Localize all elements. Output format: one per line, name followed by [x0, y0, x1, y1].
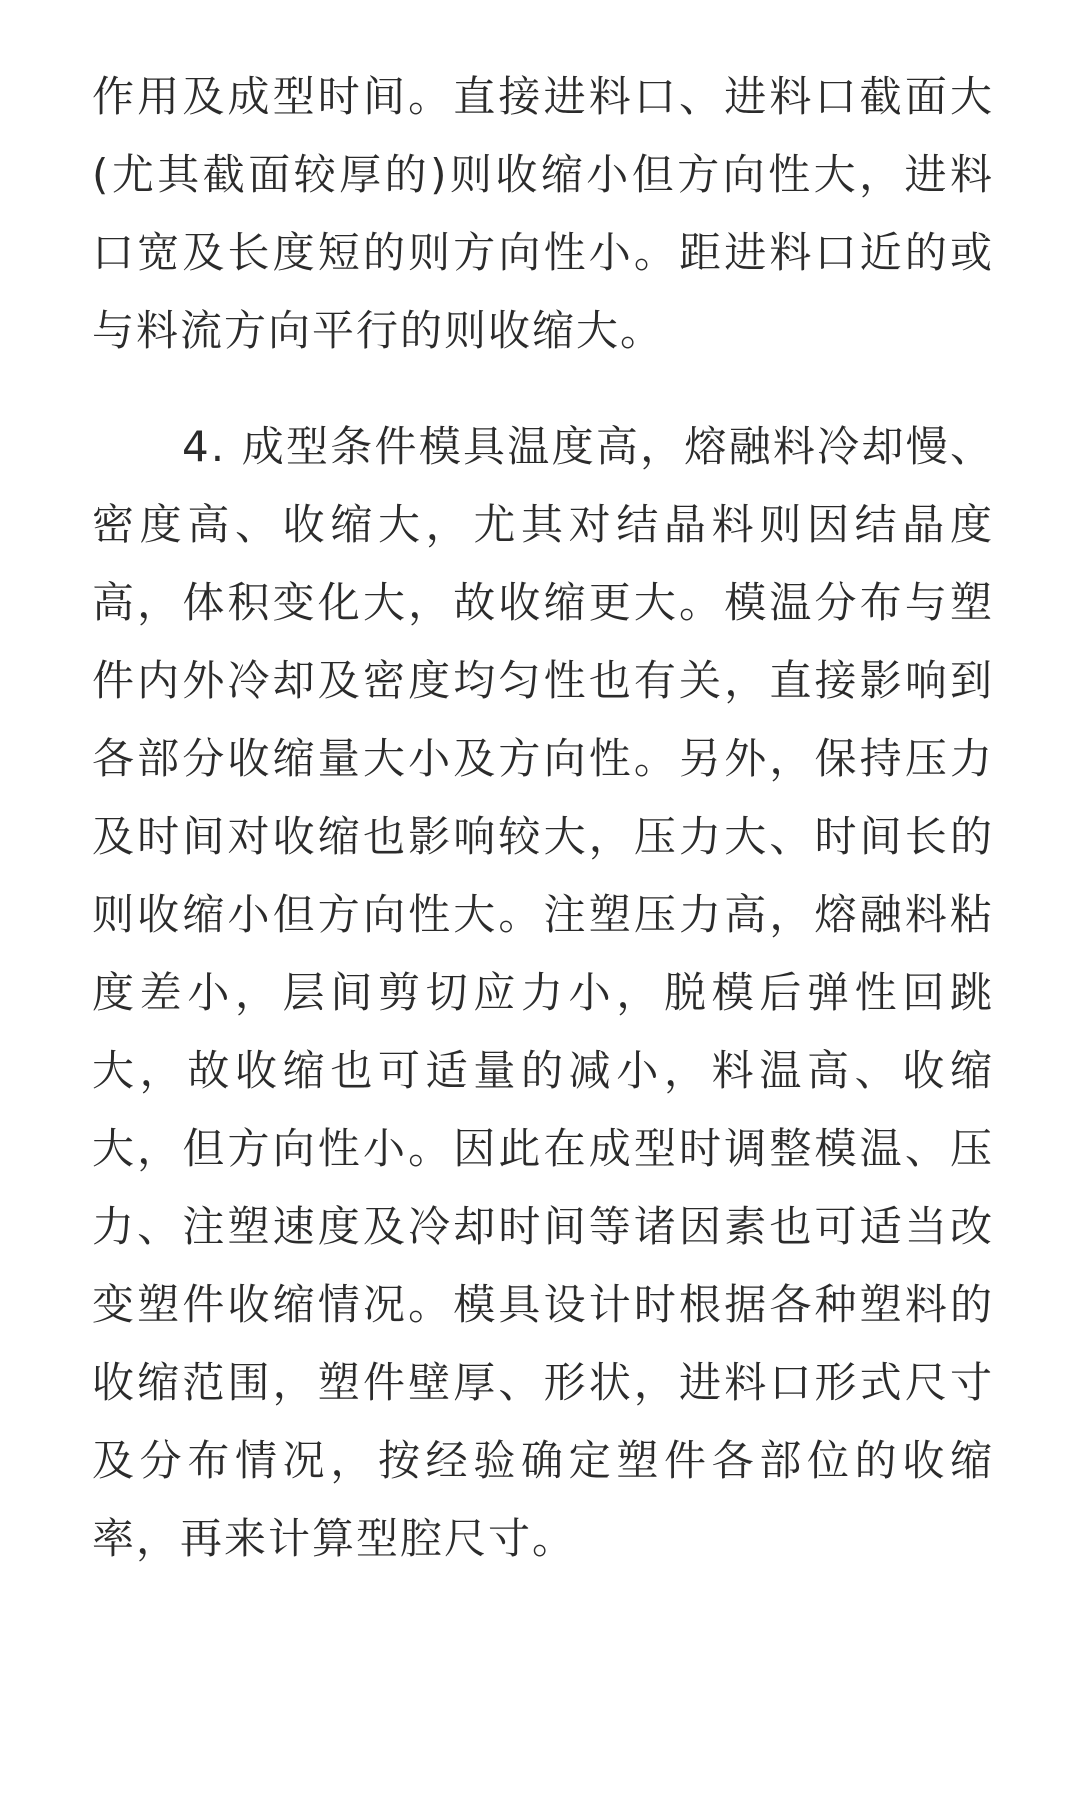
paragraph-molding-conditions: 4. 成型条件模具温度高，熔融料冷却慢、密度高、收缩大，尤其对结晶料则因结晶度高，体积变化大，故收缩更大。模温分布与塑件内外冷却及密度均匀性也有关，直接影响到各部分收缩量大小及方向性。另外，保持压力及时间对收缩也影响较大，压力大、时间长的则收缩小但方向性大。注塑压力高，熔融料粘度差小，层间剪切应力小，脱模后弹性回跳大，故收缩也可适量的减小，料温高、收缩大，但方向性小。因此在成型时调整模温、压力、注塑速度及冷却时间等诸因素也可适当改变塑件收缩情况。模具设计时根据各种塑料的收缩范围，塑件壁厚、形状，进料口形式尺寸及分布情况，按经验确定塑件各部位的收缩率，再来计算型腔尺寸。	[92, 422, 994, 1563]
paragraph-gate-shrinkage: 作用及成型时间。直接进料口、进料口截面大(尤其截面较厚的)则收缩小但方向性大，进料口宽及长度短的则方向性小。距进料口近的或与料流方向平行的则收缩大。	[92, 72, 994, 355]
article-body	[92, 58, 994, 1578]
